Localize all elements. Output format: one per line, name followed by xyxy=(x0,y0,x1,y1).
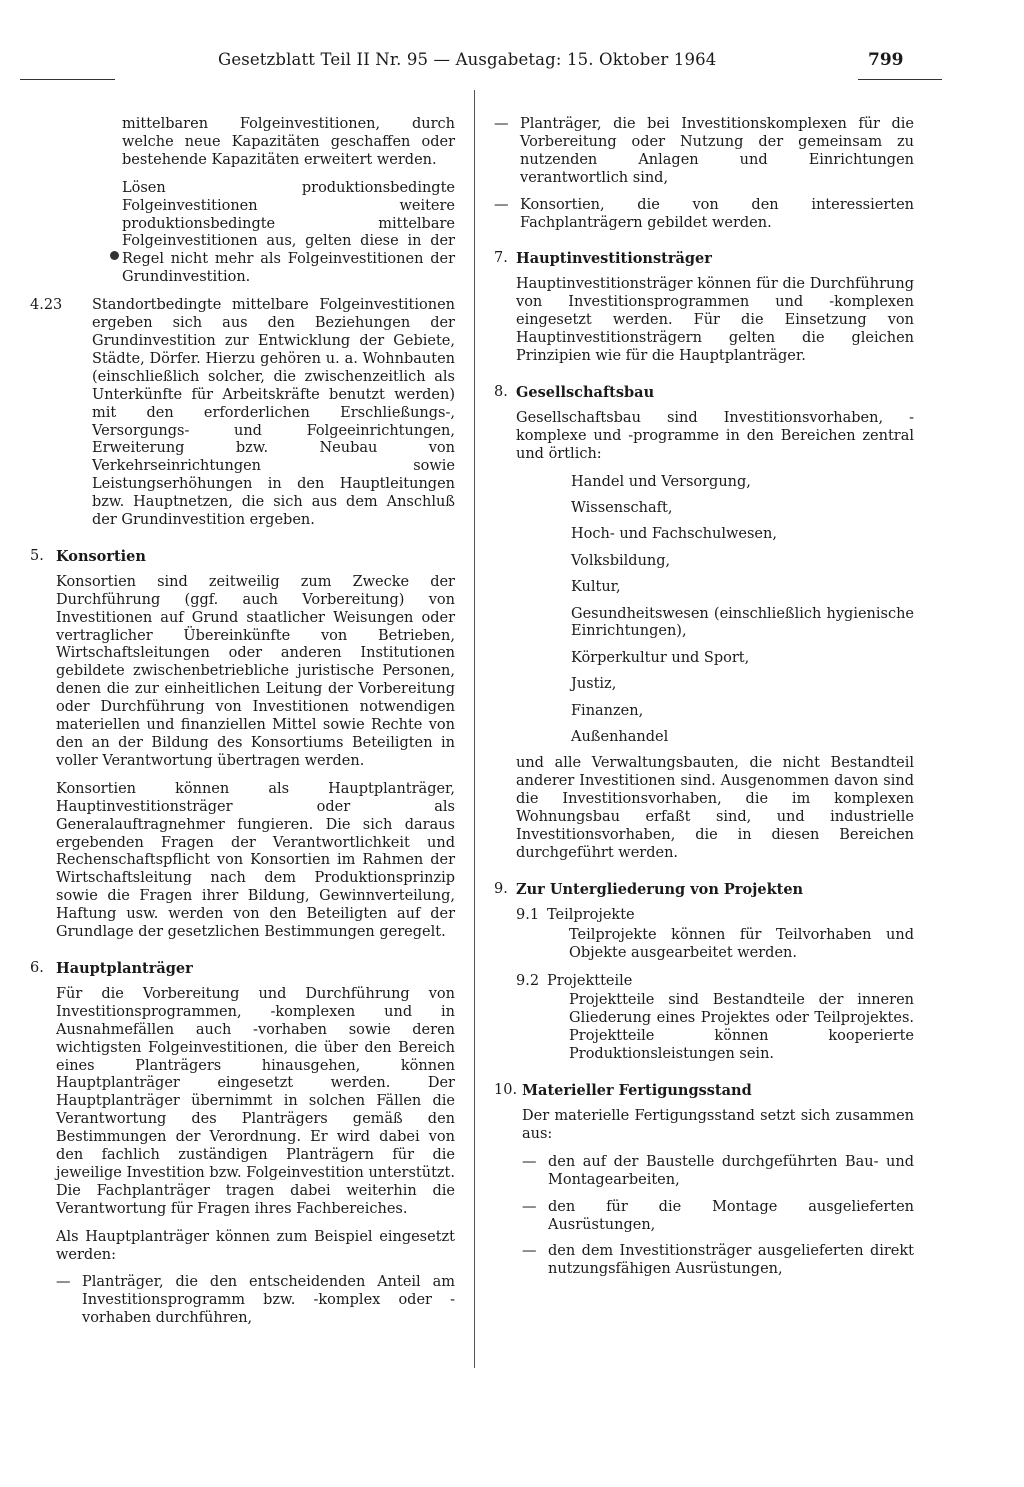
paragraph: Für die Vorbereitung und Durchführung von Investitionsprogrammen, -komplexen und in Ausnahmefällen auch -vorhaben sowie deren wichtigsten Folgeinvestitionen, die über den Bereich eines Planträgers hinausgehen, können Hauptplanträger eingesetzt werden. Der Hauptplanträger übernimmt in solchen Fällen die Verantwortung des Planträgers gemäß den Bestimmungen der Verordnung. Er wird dabei von den fachlich zuständigen Planträgern für die jeweilige Investition bzw. Folgeinvestition unterstützt. Die Fachplanträger tragen dabei weiterhin die Verantwortung für Fragen ihres Fachbereiches. xyxy=(56,985,455,1217)
subsection-text: Projektteile sind Bestandteile der inneren Gliederung eines Projektes oder Teilprojektes. Projektteile können kooperierte Produktionsleistungen sein. xyxy=(569,992,914,1063)
dash-list-item xyxy=(494,116,914,188)
paragraph: Konsortien können als Hauptplanträger, Hauptinvestitionsträger oder als Generalauftragnehmer fungieren. Die sich daraus ergebenden Fragen der Verantwortlichkeit und Rechenschaftspflicht von Konsortien im Rahmen der Wirtschaftsleitung nach dem Produktionsprinzip sowie die Fragen ihrer Bildung, Gewinnverteilung, Haftung usw. werden von den Beteiligten auf der Grundlage der gesetzlichen Bestimmungen geregelt. xyxy=(56,780,455,941)
list-item: Handel und Versorgung, xyxy=(571,473,751,490)
list-item: Finanzen, xyxy=(571,702,644,719)
paragraph: Der materielle Fertigungsstand setzt sich zusammen aus: xyxy=(522,1107,914,1142)
dash-item-text: den auf der Baustelle durchgeführten Bau- und Montagearbeiten, xyxy=(548,1153,914,1188)
list-item: Gesundheitswesen (einschließlich hygienische Einrichtungen), xyxy=(571,605,914,640)
subsection-title: Projektteile xyxy=(547,972,633,989)
dash-marker: — xyxy=(522,1198,537,1215)
dash-list-item xyxy=(522,1243,914,1279)
section-heading-9 xyxy=(494,881,914,899)
section-body-8 xyxy=(516,410,914,863)
section-body-5 xyxy=(56,574,455,942)
dash-item-text: den dem Investitionsträger ausgelieferten direkt nutzungsfähigen Ausrüstungen, xyxy=(548,1243,914,1278)
dash-list-item xyxy=(56,1274,455,1328)
header-rule-right xyxy=(858,79,942,80)
section-number: 7. xyxy=(494,250,508,267)
section-number: 5. xyxy=(30,547,44,564)
section-heading-10 xyxy=(494,1082,914,1100)
item-text: Standortbedingte mittelbare Folgeinvestitionen ergeben sich aus den Beziehungen der Grundinvestition zur Entwicklung der Gebiete, Städte, Dörfer. Hierzu gehören u. a. Wohnbauten (einschließlich solcher, die zwischenzeitlich als Unterkünfte für Arbeitskräfte benutzt werden) mit den erforderlichen Erschließungs-, Versorgungs- und Folgeeinrichtungen, Erweiterung bzw. Neubau von Verkehrseinrichtungen sowie Leistungserhöhungen in den Hauptleitungen bzw. Hauptnetzen, die sich aus dem Anschluß der Grundinvestition ergeben. xyxy=(92,297,455,529)
paragraph: Konsortien sind zeitweilig zum Zwecke der Durchführung (ggf. auch Vorbereitung) von Investitionen auf Grund staatlicher Weisungen oder vertraglicher Übereinkünfte von Betrieben, Wirtschaftsleitungen oder anderen Institutionen gebildete zwischenbetriebliche juristische Personen, denen die zur einheitlichen Leitung der Vorbereitung oder Durchführung von Investitionen notwendigen materiellen und finanziellen Mittel sowie Rechte von den an der Bildung des Konsortiums Beteiligten in voller Verantwortung übertragen werden. xyxy=(56,573,455,769)
dash-item-text: Planträger, die den entscheidenden Anteil am Investitionsprogramm bzw. -komplex oder -vorhaben durchführen, xyxy=(82,1274,455,1327)
dash-marker: — xyxy=(522,1153,537,1170)
subsection-number: 9.2 xyxy=(516,972,540,989)
section-heading-5 xyxy=(30,548,455,566)
area-list xyxy=(571,474,914,747)
section-title: Zur Untergliederung von Projekten xyxy=(516,880,804,898)
subsection-9-2 xyxy=(516,973,914,991)
dash-marker: — xyxy=(494,116,509,132)
section-body-9 xyxy=(516,907,914,1064)
dash-list-item xyxy=(522,1199,914,1235)
dash-list-item xyxy=(494,197,914,233)
subsection-text: Teilprojekte können für Teilvorhaben und Objekte ausgearbeitet werden. xyxy=(569,926,914,961)
section-title: Konsortien xyxy=(56,547,146,565)
subsection-9-1 xyxy=(516,907,914,925)
list-item: Hoch- und Fachschulwesen, xyxy=(571,526,777,543)
section-heading-6 xyxy=(30,960,455,978)
dash-marker: — xyxy=(56,1274,71,1291)
item-number: 4.23 xyxy=(30,297,63,314)
dash-list-item xyxy=(522,1154,914,1190)
subsection-number: 9.1 xyxy=(516,906,540,923)
item-4-23 xyxy=(30,297,455,530)
header-title: Gesetzblatt Teil II Nr. 95 — Ausgabetag: 15. Oktober 1964 xyxy=(218,50,717,69)
paragraph: Gesellschaftsbau sind Investitionsvorhaben, -komplexe und -programme in den Bereichen zentral und örtlich: xyxy=(516,409,914,462)
section-body-7 xyxy=(516,276,914,366)
list-item: Kultur, xyxy=(571,579,621,596)
dash-marker: — xyxy=(522,1243,537,1260)
section-title: Hauptplanträger xyxy=(56,959,193,977)
right-column xyxy=(494,116,914,1288)
paragraph: mittelbaren Folgeinvestitionen, durch welche neue Kapazitäten geschaffen oder bestehende Kapazitäten erweitert werden. xyxy=(122,116,455,168)
dash-marker: — xyxy=(494,196,509,213)
subsection-title: Teilprojekte xyxy=(547,906,635,923)
column-divider xyxy=(474,90,475,1368)
list-item: Körperkultur und Sport, xyxy=(571,649,750,666)
dash-item-text: Planträger, die bei Investitionskomplexen für die Vorbereitung oder Nutzung der gemeinsam zu nutzenden Anlagen und Einrichtungen verantwortlich sind, xyxy=(520,116,914,186)
list-item: Volksbildung, xyxy=(571,552,671,569)
list-item: Wissenschaft, xyxy=(571,499,673,516)
dash-item-text: Konsortien, die von den interessierten Fachplanträgern gebildet werden. xyxy=(520,196,914,231)
page-header xyxy=(20,50,1010,80)
section-title: Materieller Fertigungsstand xyxy=(522,1082,752,1100)
paragraph: Als Hauptplanträger können zum Beispiel eingesetzt werden: xyxy=(56,1228,455,1263)
section-heading-7 xyxy=(494,250,914,268)
list-item: Außenhandel xyxy=(571,729,669,746)
section-heading-8 xyxy=(494,384,914,402)
section-number: 9. xyxy=(494,880,508,897)
paragraph: Hauptinvestitionsträger können für die Durchführung von Investitionsprogrammen und -komplexen eingesetzt werden. Für die Einsetzung von Hauptinvestitionsträgern gelten die gleichen Prinzipien wie für die Hauptplanträger. xyxy=(516,276,914,364)
left-column xyxy=(30,116,455,1337)
paragraph: Lösen produktionsbedingte Folgeinvestitionen weitere produktionsbedingte mittelbare Folgeinvestitionen aus, gelten diese in der Regel nicht mehr als Folgeinvestitionen der Grundinvestition. xyxy=(122,179,455,286)
paragraph: und alle Verwaltungsbauten, die nicht Bestandteil anderer Investitionen sind. Ausgenommen davon sind die Investitionsvorhaben, die im komplexen Wohnungsbau erfaßt sind, und industrielle Investitionsvorhaben, die in diesen Bereichen durchgeführt werden. xyxy=(516,755,914,861)
list-item: Justiz, xyxy=(571,676,617,693)
section-title: Hauptinvestitionsträger xyxy=(516,250,712,268)
section-title: Gesellschaftsbau xyxy=(516,383,655,401)
dash-item-text: den für die Montage ausgelieferten Ausrüstungen, xyxy=(548,1198,914,1233)
section-body-10 xyxy=(522,1108,914,1279)
page-number: 799 xyxy=(868,50,904,70)
section-number: 6. xyxy=(30,959,44,976)
section-body-6 xyxy=(56,986,455,1328)
header-rule-left xyxy=(20,79,115,80)
section-number: 8. xyxy=(494,383,508,400)
section-number: 10. xyxy=(494,1082,518,1099)
